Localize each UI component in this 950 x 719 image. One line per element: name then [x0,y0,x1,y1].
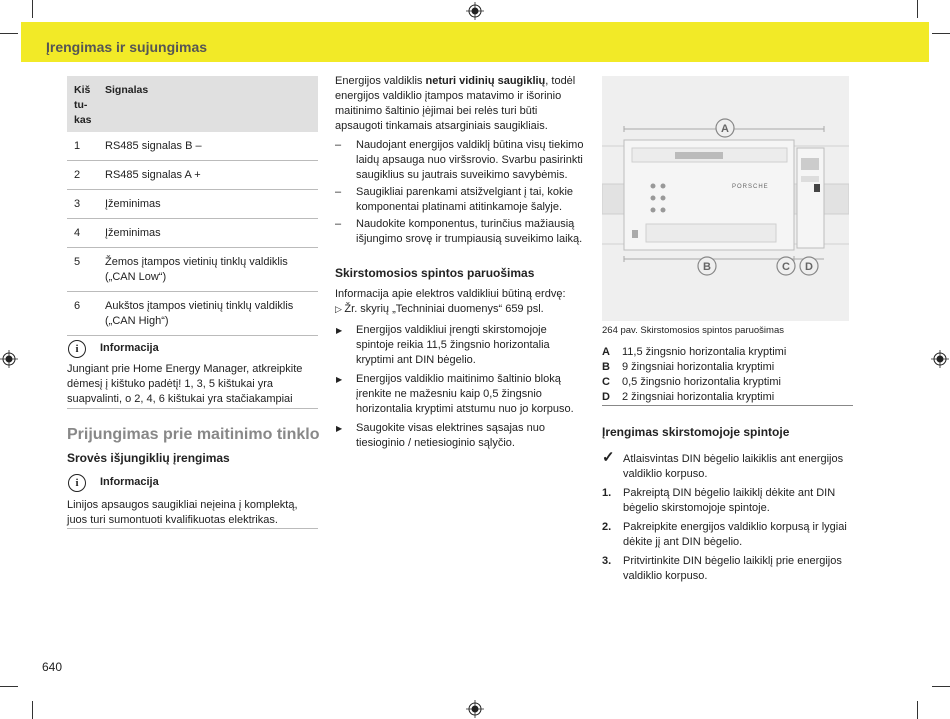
info-icon: i [68,474,86,492]
section-subtitle: Srovės išjungiklių įrengimas [67,451,230,465]
table-header [67,76,318,132]
step-number: 2. [602,521,612,533]
registration-mark-icon [931,350,949,368]
crop-mark [32,0,33,18]
intro-paragraph [335,74,585,134]
list-item [335,138,585,183]
section-title: Prijungimas prie maitinimo tinklo [67,426,320,443]
legend-key: A [602,346,610,358]
pin-number: 6 [74,300,81,312]
list-item-text: Pritvirtinkite DIN bėgelio laikiklį prie energijos valdiklio korpuso. [623,555,842,582]
column-header-signal: Signalas [105,84,149,96]
triangle-bullet-icon: ▶ [336,375,343,384]
dash-bullet: – [335,186,342,198]
list-item-text: Naudokite komponentus, turinčius mažiausią išjungimo srovę ir trumpiausią suveikimo laiką. [356,218,583,245]
list-item [602,520,847,550]
list-item [335,421,585,451]
list-item-text: Energijos valdikliui įrengti skirstomojoje spintoje reikia 11,5 žingsnio horizontalia kryptimi ant DIN bėgelio. [356,324,550,366]
divider [67,528,318,529]
figure-din-rail-illustration [602,76,849,321]
crop-mark [917,701,918,719]
legend-item [602,345,853,360]
signal-name: Įžeminimas [105,227,161,239]
legend-value: 0,5 žingsnio horizontalia kryptimi [622,376,781,388]
crop-mark [932,33,950,34]
legend-item [602,360,853,375]
list-item [335,323,585,368]
legend-key: D [602,391,610,403]
divider [67,408,318,409]
reference-text: Informacija apie elektros valdikliui būtiną erdvę: [335,288,566,300]
pin-number: 2 [74,169,81,181]
signal-name: Žemos įtampos vietinių tinklų valdiklis („CAN Low“) [105,256,288,283]
signal-name: RS485 signalas B – [105,140,202,152]
list-item-text: Naudojant energijos valdiklį būtina visų tiekimo laidų apsauga nuo viršsrovio. Svarbu pasirinkti saugiklius su jautrais suveikimo savybėmis. [356,139,584,181]
registration-mark-icon [466,2,484,20]
figure-label-d: D [805,261,813,273]
intro-text: Energijos valdiklis [335,75,426,87]
crop-mark [0,686,18,687]
table-row [67,248,318,292]
triangle-bullet-icon: ▶ [336,424,343,433]
step-number: 1. [602,487,612,499]
cross-reference-link[interactable] [335,302,585,317]
list-item [602,554,847,584]
legend-value: 2 žingsniai horizontalia kryptimi [622,391,775,403]
section-subtitle: Skirstomosios spintos paruošimas [335,266,535,280]
figure-label-a: A [721,123,729,135]
triangle-arrow-icon: ▷ [335,304,345,314]
dash-bullet: – [335,139,342,151]
list-item [335,217,585,247]
divider [602,405,853,406]
list-item-text: Energijos valdiklio maitinimo šaltinio bloką įrenkite ne mažesniu kaip 0,5 žingsnio horizontalia kryptimi atstumu nuo jo korpuso. [356,373,574,415]
triangle-bullet-icon: ▶ [336,326,343,335]
list-item [335,372,585,417]
info-text: Jungiant prie Home Energy Manager, atkreipkite dėmesį į kištuko padėtį! 1, 3, 5 kištukai yra suapvalinti, o 2, 4, 6 kištukai yra stačiakampiai [67,363,303,405]
list-item [335,185,585,215]
legend-item [602,390,853,405]
pin-number: 5 [74,256,81,268]
figure-caption: 264 pav. Skirstomosios spintos paruošimas [602,325,784,336]
figure-label-c: C [782,261,790,273]
table-row [67,132,318,161]
intro-bold-text: neturi vidinių saugiklių [425,75,546,87]
list-item [602,486,847,516]
table-row [67,292,318,336]
figure-label-b: B [703,261,711,273]
info-title: Informacija [100,342,159,354]
info-icon: i [68,340,86,358]
registration-mark-icon [466,700,484,718]
column-header-pin: Kiš tu- kas [74,84,92,126]
device-illustration [602,76,849,321]
crop-mark [917,0,918,18]
list-item-text: Atlaisvintas DIN bėgelio laikiklis ant energijos valdiklio korpuso. [623,453,844,480]
page-header-title: Įrengimas ir sujungimas [46,39,208,55]
table-row [67,190,318,219]
info-text: Linijos apsaugos saugikliai neįeina į komplektą, juos turi sumontuoti kvalifikuotas elektrikas. [67,499,298,526]
brand-logo: PORSCHE [732,184,769,190]
list-item-text: Pakreiptą DIN bėgelio laikiklį dėkite ant DIN bėgelio skirstomojoje spintoje. [623,487,836,514]
cross-reference-link-text: Žr. skyrių „Techniniai duomenys“ 659 psl. [344,303,544,315]
registration-mark-icon [0,350,18,368]
signal-name: RS485 signalas A + [105,169,201,181]
pin-table [67,76,318,336]
signal-name: Aukštos įtampos vietinių tinklų valdiklis („CAN High“) [105,300,294,327]
signal-name: Įžeminimas [105,198,161,210]
crop-mark [932,686,950,687]
table-row [67,161,318,190]
step-number: 3. [602,555,612,567]
list-item-text: Saugikliai parenkami atsižvelgiant į tai, kokie komponentai platinami atitinkamoje šalyje. [356,186,574,213]
section-subtitle: Įrengimas skirstomojoje spintoje [602,425,790,439]
legend-value: 11,5 žingsnio horizontalia kryptimi [622,346,787,358]
dash-bullet: – [335,218,342,230]
info-title: Informacija [100,476,159,488]
legend-value: 9 žingsniai horizontalia kryptimi [622,361,775,373]
page-number: 640 [42,660,63,674]
legend-key: C [602,376,610,388]
list-item-text: Saugokite visas elektrines sąsajas nuo tiesioginio / netiesioginio sąlyčio. [356,422,545,449]
intro-text: , todėl energijos valdiklio įtampos matavimo ir išorinio maitinimo šaltinio įėjimai bei relės turi būti apsaugoti tinkamais atsarginiais saugikliais. [335,75,576,132]
crop-mark [0,33,18,34]
crop-mark [32,701,33,719]
list-item [602,449,847,482]
pin-number: 4 [74,227,81,239]
pin-number: 1 [74,140,81,152]
checkmark-icon: ✓ [602,449,615,466]
list-item-text: Pakreipkite energijos valdiklio korpusą ir lygiai dėkite jį ant DIN bėgelio. [623,521,847,548]
table-row [67,219,318,248]
legend-item [602,375,853,390]
legend-key: B [602,361,610,373]
pin-number: 3 [74,198,81,210]
